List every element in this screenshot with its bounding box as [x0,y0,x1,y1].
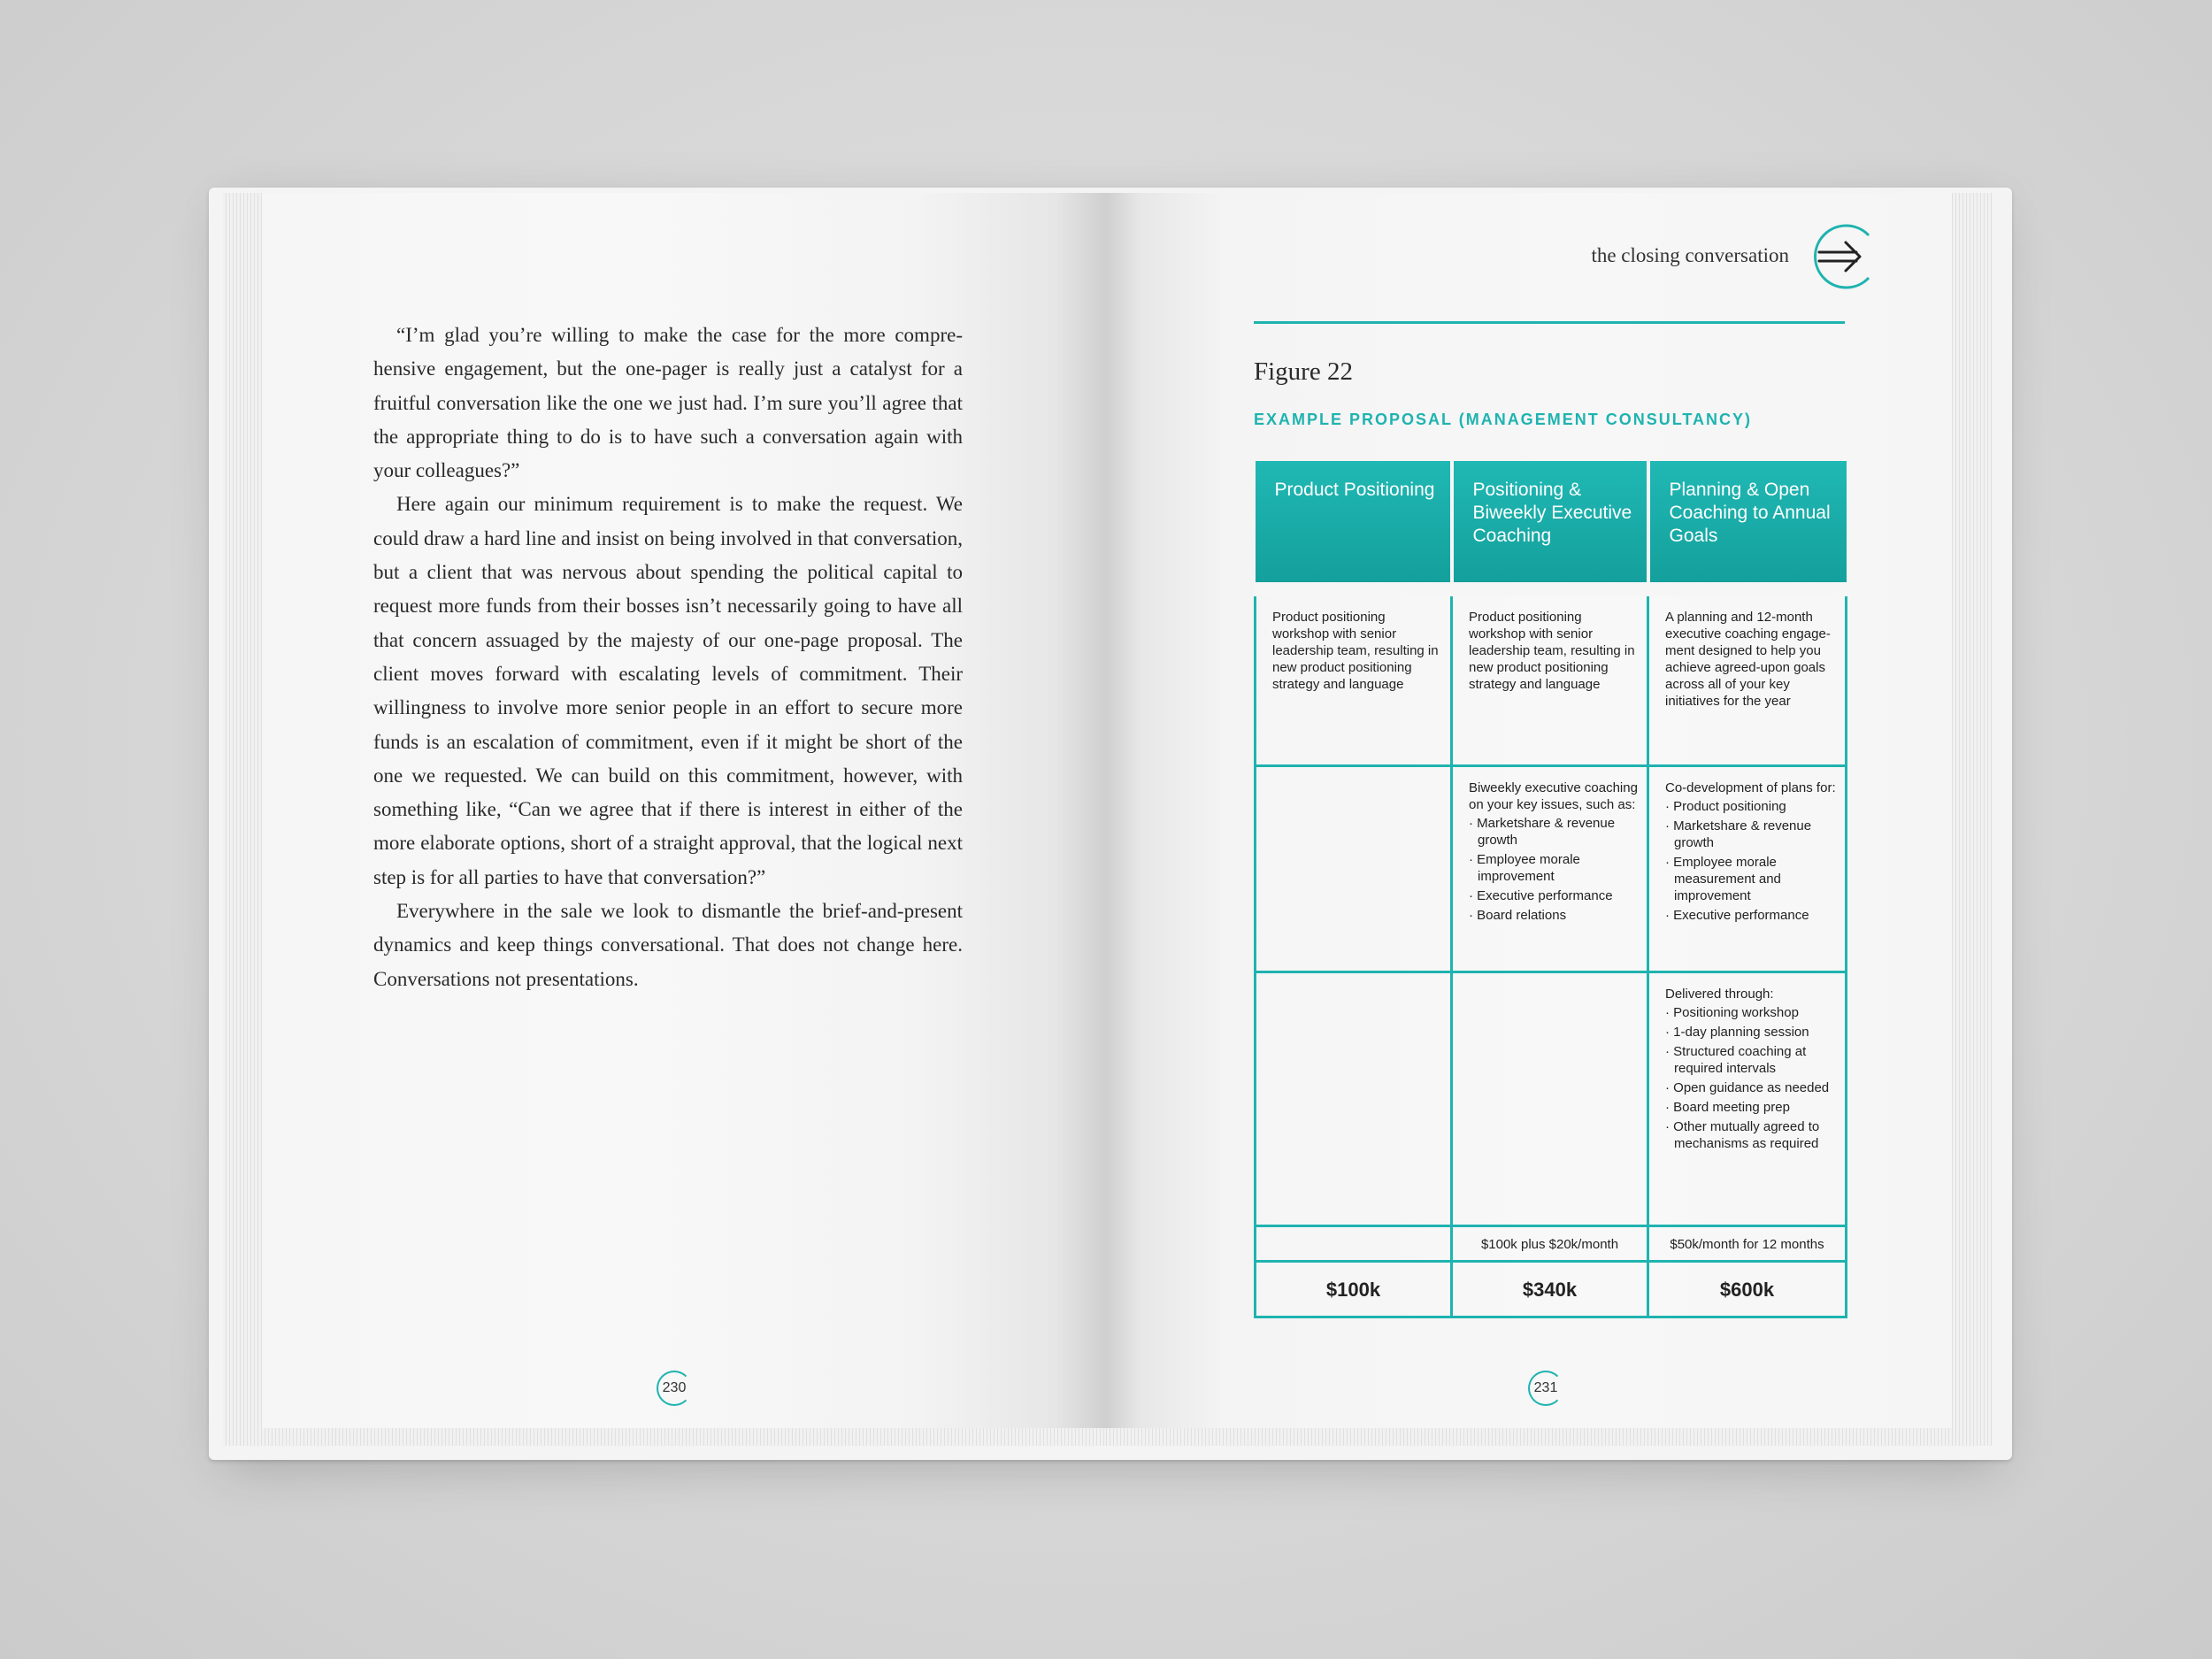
fee-note: $100k plus $20k/month [1452,1226,1648,1262]
table-row-prices [1256,1262,1847,1317]
list-item: · Executive performance [1665,907,1836,924]
column-header: Product Positioning [1256,461,1452,589]
list-item: · Open guidance as needed [1665,1079,1836,1096]
cell-lead: Delivered through: [1665,987,1774,1002]
figure-title: EXAMPLE PROPOSAL (MANAGEMENT CONSULTANCY) [1254,411,1753,428]
column-header: Planning & Open Coaching to Annual Goals [1648,461,1847,589]
list-item: · Positioning workshop [1665,1004,1836,1021]
table-cell [1648,766,1847,972]
table-cell-empty [1452,972,1648,1226]
list-item: · Employee morale measurement and improvement [1665,854,1836,904]
list-item: · Other mutually agreed to mechanisms as required [1665,1118,1836,1152]
list-item: · Board meeting prep [1665,1099,1836,1116]
bullet-list [1665,798,1836,924]
table-cell-empty [1256,766,1452,972]
running-head: the closing conversation [1591,244,1789,266]
table-cell [1648,972,1847,1226]
cell-lead: Co-development of plans for: [1665,780,1836,795]
double-arrow-right-icon [1807,223,1874,290]
fee-note: $50k/month for 12 months [1648,1226,1847,1262]
list-item: · Marketshare & revenue growth [1665,818,1836,851]
table-cell: Product positioning workshop with senior leadership team, resulting in new product positioning strategy and language [1256,589,1452,766]
list-item: · Structured coaching at required intervals [1665,1043,1836,1077]
price: $600k [1648,1262,1847,1317]
figure-label: Figure 22 [1254,357,1353,386]
paragraph: Everywhere in the sale we look to dismantle the brief-and-present dynamics and keep things conversational. That does not change here. Conversations not presentations. [373,900,963,990]
bullet-list [1665,1004,1836,1152]
table-row [1256,766,1847,972]
price: $100k [1256,1262,1452,1317]
bullet-list [1469,815,1638,924]
table-row [1256,589,1847,766]
table-cell-empty [1256,972,1452,1226]
list-item: · Employee morale improvement [1469,851,1638,885]
table-row-fee-notes [1256,1226,1847,1262]
paragraph: “I’m glad you’re willing to make the case for the more comprehensive engagement, but the one-pager is really just a catalyst for a fruitful conversation like the one we just had. I’m sure you’ll agree that the appropriate thing to do is to have such a conversation again with your colleagues?” [373,324,963,482]
proposal-table [1254,461,1847,1318]
header-rule [1254,321,1845,324]
table-cell [1452,766,1648,972]
fee-note [1256,1226,1452,1262]
table-cell: A planning and 12-month executive coaching engagement designed to help you achieve agreed-upon goals across all of your key initiatives for the year [1648,589,1847,766]
list-item: · Marketshare & revenue growth [1469,815,1638,849]
list-item: · Board relations [1469,907,1638,924]
list-item: · Executive performance [1469,887,1638,904]
page-number-right: 231 [1528,1371,1563,1406]
column-header: Positioning & Biweekly Executive Coaching [1452,461,1648,589]
price: $340k [1452,1262,1648,1317]
page-number-left: 230 [657,1371,692,1406]
left-page-body [373,319,963,996]
paragraph: Here again our minimum requirement is to make the request. We could draw a hard line and insist on being involved in that conversation, but a client that was nervous about spending the political capital to request more funds from their bosses isn’t necessarily going to have all that concern assuaged by the majesty of our one-page proposal. The client moves forward with escalating levels of commitment. Their willingness to involve more senior people in an effort to secure more funds is an escalation of commitment, even if it might be short of the one we requested. We can build on this commitment, however, with something like, “Can we agree that if there is interest in either of the more elaborate options, short of a straight approval, that the logical next step is for all parties to have that conversation?” [373,493,963,888]
table-cell: Product positioning workshop with senior leadership team, resulting in new product positioning strategy and language [1452,589,1648,766]
table-row [1256,972,1847,1226]
list-item: · Product positioning [1665,798,1836,815]
list-item: · 1-day planning session [1665,1024,1836,1041]
cell-lead: Biweekly executive coaching on your key issues, such as: [1469,780,1638,812]
